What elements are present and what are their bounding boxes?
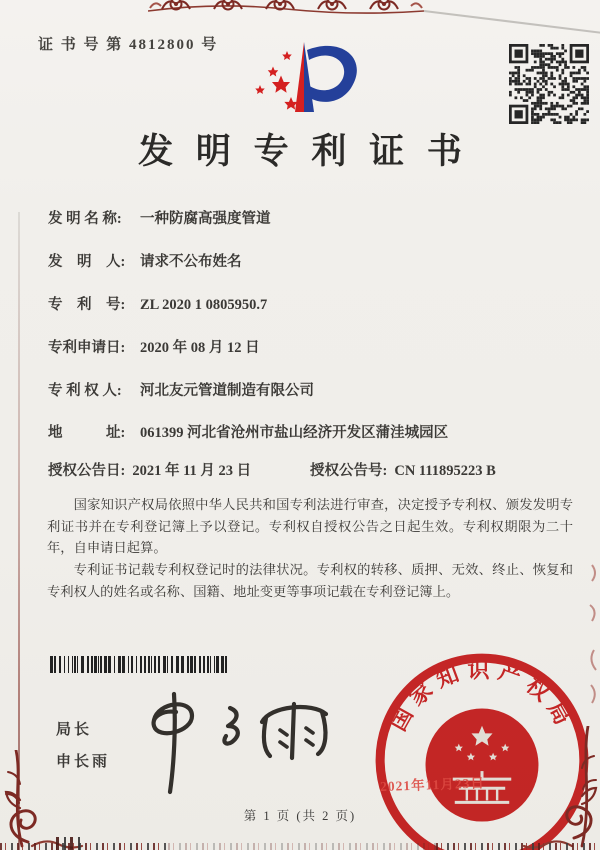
legal-text-block bbox=[47, 494, 573, 603]
bottom-left-ornament-icon bbox=[0, 750, 120, 850]
field-row-patent-number bbox=[48, 293, 267, 314]
grant-number-value: CN 111895223 B bbox=[394, 463, 496, 479]
right-border-marks-icon bbox=[582, 560, 600, 710]
qr-code-icon bbox=[509, 44, 589, 124]
grant-date-value: 2021 年 11 月 23 日 bbox=[132, 463, 252, 479]
bottom-fringe-left bbox=[0, 843, 168, 850]
field-value: 一种防腐高强度管道 bbox=[140, 211, 271, 227]
legal-paragraph-2: 专利证书记载专利权登记时的法律状况。专利权的转移、质押、无效、终止、恢复和专利权人的姓名或名称、国籍、地址变更等事项记载在专利登记簿上。 bbox=[47, 562, 573, 599]
commissioner-title: 局长 bbox=[56, 722, 93, 738]
field-label: 地 址: bbox=[48, 425, 126, 441]
field-row-patentee bbox=[48, 379, 314, 400]
field-value: 061399 河北省沧州市盐山经济开发区蒲洼城园区 bbox=[140, 425, 449, 441]
bottom-fringe-right bbox=[436, 843, 600, 850]
field-row-inventor bbox=[48, 250, 242, 271]
bottom-fringe-accent bbox=[56, 837, 82, 850]
top-border-ornament-icon bbox=[148, 0, 424, 15]
legal-paragraph-1: 国家知识产权局依照中华人民共和国专利法进行审查，决定授予专利权、颁发发明专利证书并在专利登记簿上予以登记。专利权自授权公告之日起生效。专利权期限为二十年，自申请日起算。 bbox=[47, 497, 573, 556]
seal-org-text: 国家知识产权局 bbox=[385, 657, 579, 735]
paper-edge-line bbox=[424, 10, 600, 34]
certificate-number: 证 书 号 第 4812800 号 bbox=[38, 37, 219, 53]
field-label: 发 明 人: bbox=[48, 254, 126, 270]
seal-date-stamp: 2021年11月23日 bbox=[379, 775, 486, 795]
field-row-filing-date bbox=[48, 336, 260, 357]
field-value: 河北友元管道制造有限公司 bbox=[140, 383, 314, 399]
bottom-right-ornament-icon bbox=[518, 726, 600, 850]
field-row-address bbox=[48, 421, 448, 442]
bottom-fringe-middle bbox=[168, 843, 436, 850]
certificate-title: 发 明 专 利 证 书 bbox=[138, 132, 469, 171]
commissioner-name: 申长雨 bbox=[56, 754, 111, 770]
field-label: 专 利 号: bbox=[48, 297, 126, 313]
page-number: 第 1 页 (共 2 页) bbox=[243, 809, 357, 823]
grant-date-label: 授权公告日: bbox=[48, 463, 126, 479]
field-value: ZL 2020 1 0805950.7 bbox=[140, 297, 268, 313]
field-label: 专利申请日: bbox=[48, 340, 126, 356]
field-label: 发 明 名 称: bbox=[48, 211, 122, 227]
cnipa-logo-icon bbox=[246, 38, 378, 128]
grant-number-label: 授权公告号: bbox=[310, 463, 388, 479]
field-row-invention-name bbox=[48, 207, 271, 228]
field-value: 请求不公布姓名 bbox=[140, 254, 242, 270]
field-label: 专 利 权 人: bbox=[48, 383, 122, 399]
handwritten-signature-icon bbox=[130, 686, 345, 801]
field-row-grant bbox=[48, 459, 572, 480]
barcode-icon bbox=[50, 656, 228, 673]
field-value: 2020 年 08 月 12 日 bbox=[140, 340, 260, 356]
